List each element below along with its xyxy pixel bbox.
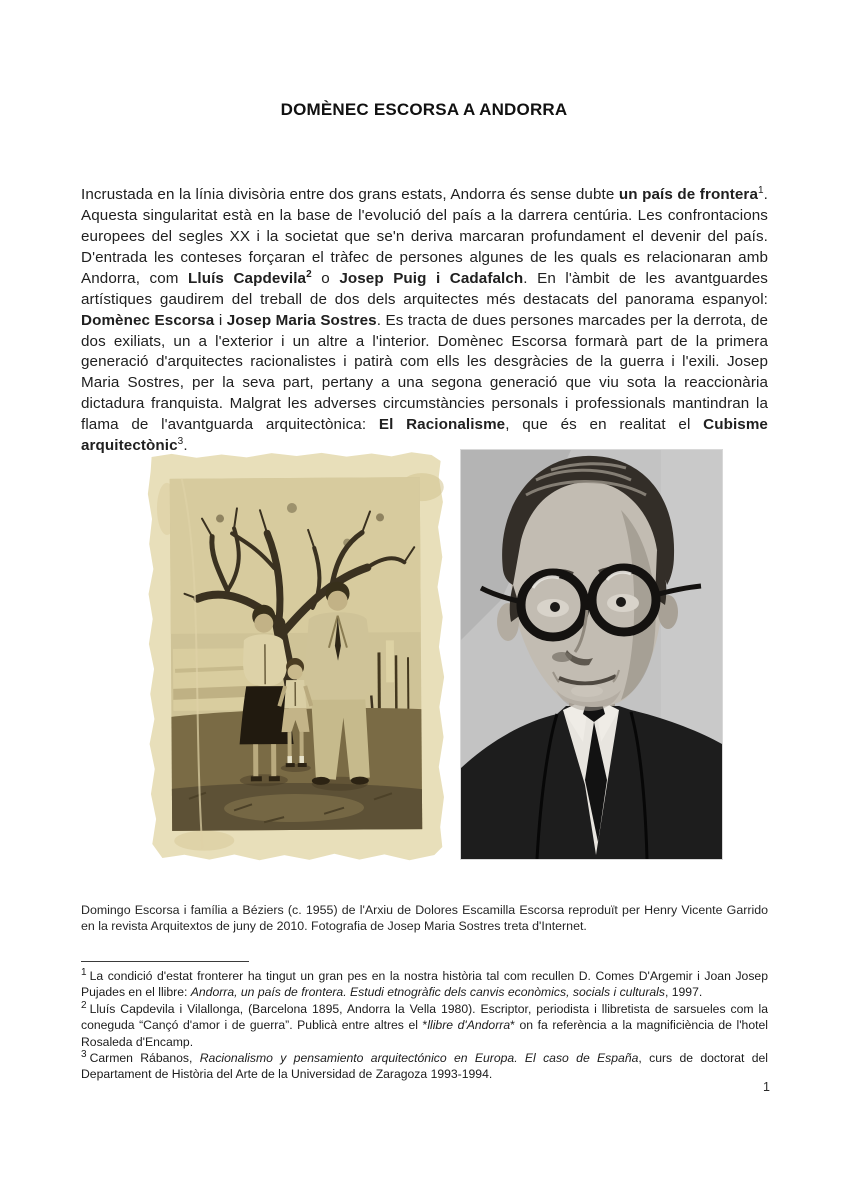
body-text: i [214,311,227,329]
page-title: DOMÈNEC ESCORSA A ANDORRA [280,100,568,119]
footnote-2-marker: 2 [81,999,87,1011]
bold-term-pais-de-frontera: un país de frontera [618,186,758,204]
footnote-1-text: , 1997. [664,985,703,1000]
body-text: Incrustada en la línia divisòria entre dos grans estats, Andorra és sense dubte [81,186,619,204]
footnote-ref-2: 2 [306,268,312,280]
photo-caption: Domingo Escorsa i família a Béziers (c. 1955) de l'Arxiu de Dolores Escamilla Escorsa reproduït per Henry Vicente Garrido en la revista Arquitextos de juny de 2010. Fotografia de Josep Maria Sostres treta d'Internet. [81,903,768,933]
footnote-ref-1: 1 [758,185,764,197]
footnote-1-marker: 1 [81,966,87,978]
body-text: . Aquesta singularitat està en la base de l'evolució del país a la darrera centúria. Les confrontacions europees del segles XX i la societat que se'n deriva marcaran profundament el devenir del país. D'entrada les conteses forçaran el tràfec de persones algunes de les quals es relacionaran amb Andorra, com [81,186,768,287]
footnote-3-text: Carmen Rábanos, [89,1051,200,1066]
footnote-3 [81,1050,768,1083]
body-text: . En l'àmbit de les avantguardes artístiques gaudirem del treball de dos dels arquitectes més destacats del panorama espanyol: [81,269,768,308]
body-text: , que és en realitat el [505,416,704,434]
bold-name-domenec-escorsa: Domènec Escorsa [81,311,215,329]
body-text: . Es tracta de dues persones marcades per la derrota, de dos exiliats, un a l'exterior i un altre a l'interior. Domènec Escorsa formarà part de la primera generació d'arquitectes racionalistes i patirà com ells les desgràcies de la guerra i l'exili. Josep Maria Sostres, per la seva part, pertany a una segona generació que viu sota la reaccionària dictadura franquista. Malgrat les adverses circumstàncies personals i professionals mantindran la flama de l'avantguarda arquitectònica: [81,311,769,434]
body-text: . [183,437,188,455]
bold-term-el-racionalisme: El Racionalisme [378,416,506,434]
footnote-1 [81,968,768,1001]
footnote-1-book-title: Andorra, un país de frontera. Estudi etnogràfic dels canvis econòmics, socials i culturals [190,985,665,1000]
bold-name-josep-maria-sostres: Josep Maria Sostres [226,311,377,329]
family-photo-beziers [142,447,454,870]
footnote-2-text: * on fa referència a la magnificiència de l'hotel Rosaleda d'Encamp. [81,1018,768,1049]
footnote-2-text: Lluís Capdevila i Vilallonga, (Barcelona 1895, Andorra la Vella 1980). Escriptor, periodista i llibretista de sarsueles com la coneguda “Cançó d'amor i de guerra”. Publicà entre altres el * [81,1001,768,1033]
photo-row [143,448,723,874]
bold-name-puig-i-cadafalch: Josep Puig i Cadafalch [339,269,524,287]
body-paragraph [81,185,768,457]
footnote-1-text: La condició d'estat fronterer ha tingut un gran pes en la nostra història tal com recullen D. Comes D'Argemir i Joan Josep Pujades en el llibre: [81,969,768,1000]
footnote-2 [81,1001,768,1050]
page-number: 1 [763,1080,770,1094]
footnote-2-book-title: llibre d'Andorra [427,1018,511,1033]
bold-name-lluis-capdevila: Lluís Capdevila [188,269,307,287]
footnote-separator [81,961,249,962]
portrait-photo-sostres [461,450,722,859]
footnote-3-text: , curs de doctorat del Departament de Història del Arte de la Universidad de Zaragoza 1993-1994. [81,1051,768,1082]
footnote-section [81,961,768,1083]
footnote-3-book-title: Racionalismo y pensamiento arquitectónico en Europa. El caso de España [199,1051,639,1066]
body-text: o [311,269,340,287]
bold-term-cubisme-arquitectonic: Cubisme arquitectònic [81,416,768,455]
footnote-ref-3: 3 [177,436,184,447]
footnote-3-marker: 3 [81,1048,87,1060]
